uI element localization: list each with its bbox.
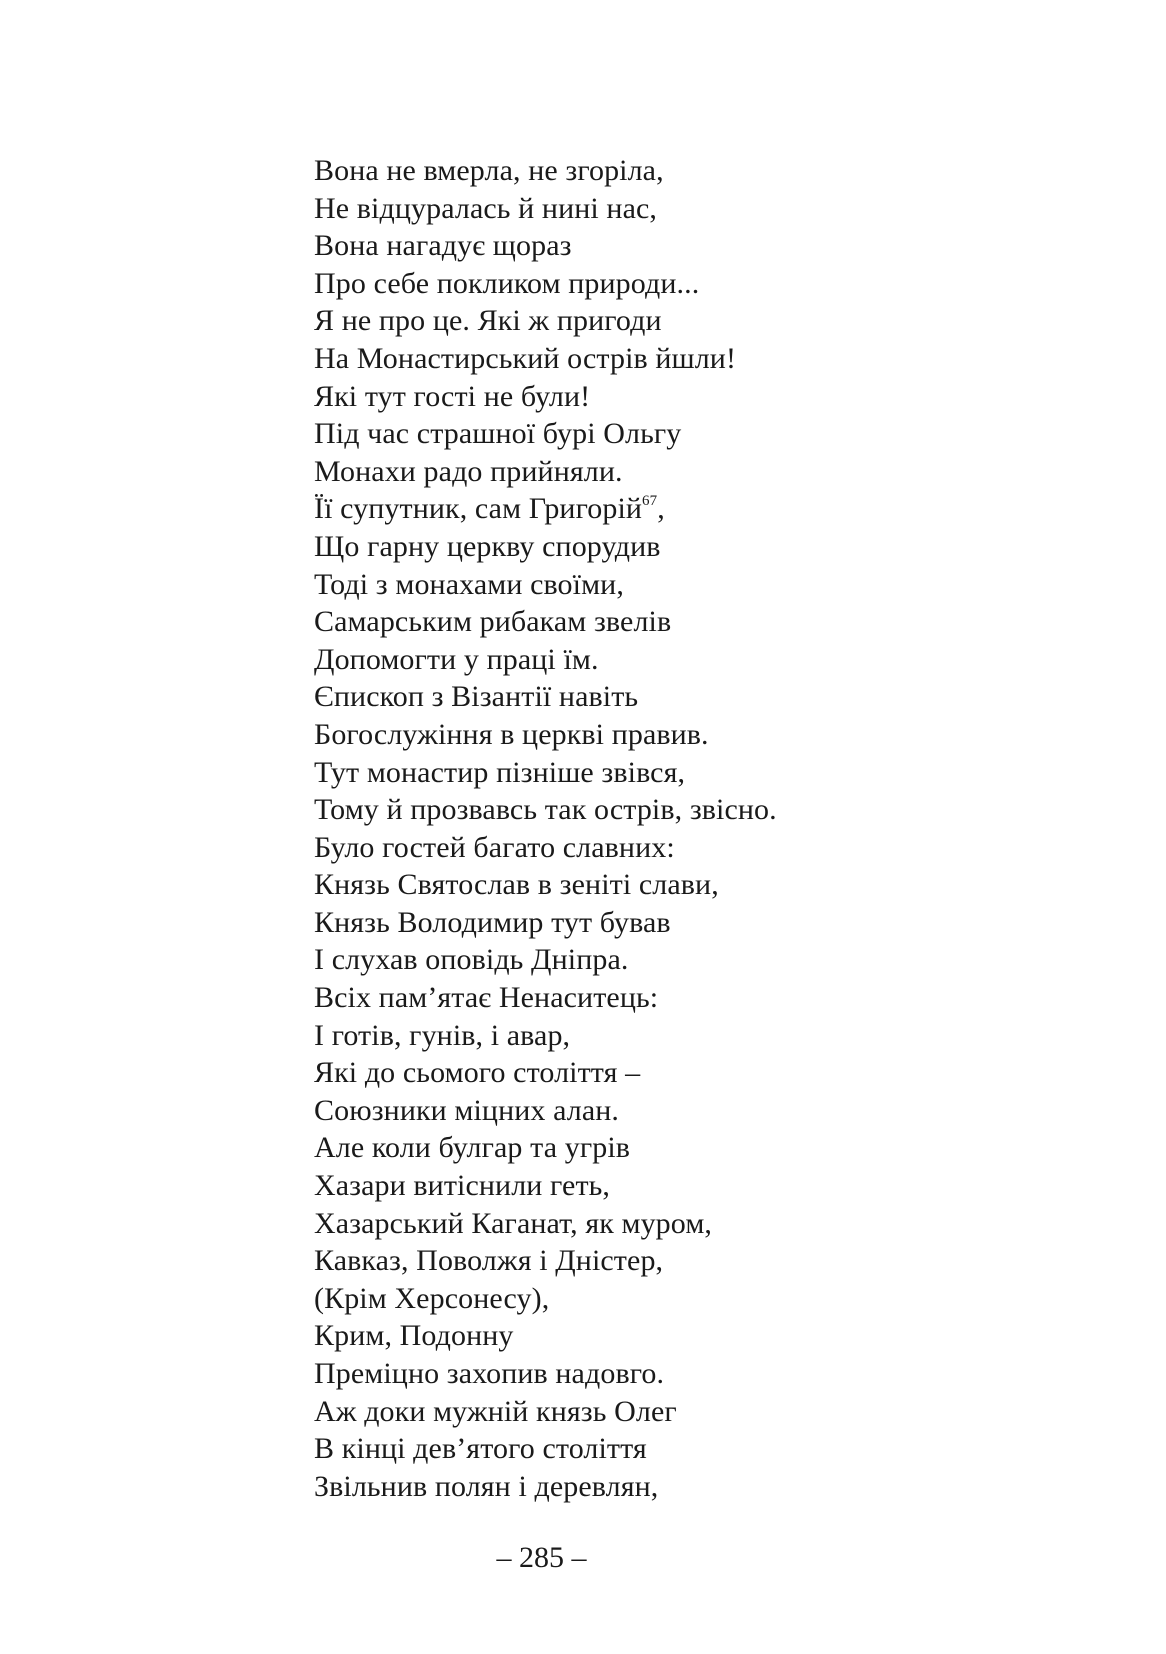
- poem-line: Звільнив полян і деревлян,: [314, 1469, 659, 1503]
- poem-line: На Монастирський острів йшли!: [314, 341, 737, 375]
- poem-line: Які тут гості не були!: [314, 379, 591, 413]
- poem-line-text: Її супутник, сам Григорій: [314, 492, 643, 526]
- poem-line: Хазари витіснили геть,: [314, 1169, 611, 1203]
- poem-line: Допомогти у праці їм.: [314, 642, 599, 676]
- poem-line-punctuation: ,: [657, 492, 665, 526]
- poem-line: Князь Святослав в зеніті слави,: [314, 868, 719, 902]
- poem-line: Кавказ, Поволжя і Дністер,: [314, 1244, 664, 1278]
- poem-line: Князь Володимир тут бував: [314, 905, 671, 939]
- poem-line: Союзники міцних алан.: [314, 1093, 620, 1127]
- poem-line: Тоді з монахами своїми,: [314, 567, 624, 601]
- poem-line: Було гостей багато славних:: [314, 830, 675, 864]
- poem-line: Під час страшної бурі Ольгу: [314, 417, 682, 451]
- page-number: – 285 –: [496, 1541, 587, 1574]
- poem-line: Які до сьомого століття –: [314, 1056, 641, 1090]
- poem-line: Всіх пам’ятає Ненаситець:: [314, 981, 659, 1015]
- poem-line-with-footnote: [314, 490, 777, 528]
- poem-line: Вона нагадує щораз: [314, 229, 572, 263]
- poem-line: Про себе покликом природи...: [314, 266, 700, 300]
- poem-line: Що гарну церкву спорудив: [314, 529, 661, 563]
- poem-line: Вона не вмерла, не згоріла,: [314, 154, 664, 187]
- poem-line: Монахи радо прийняли.: [314, 454, 623, 488]
- poem-line: (Крім Херсонесу),: [314, 1281, 550, 1315]
- poem-line: Богослужіння в церкві правив.: [314, 717, 709, 751]
- poem-line: Преміцно захопив надовго.: [314, 1357, 665, 1390]
- poem-line: Єпископ з Візантії навіть: [314, 680, 639, 714]
- poem-line: Аж доки мужній князь Олег: [314, 1394, 677, 1428]
- poem-line: Хазарський Каганат, як муром,: [314, 1206, 712, 1240]
- poem-line: Не відцуралась й нині нас,: [314, 191, 658, 225]
- poem-line: І готів, гунів, і авар,: [314, 1018, 571, 1052]
- poem-line: Крим, Подонну: [314, 1319, 514, 1353]
- poem-line: Самарським рибакам звелів: [314, 605, 672, 639]
- poem-line: Тут монастир пізніше звівся,: [314, 755, 686, 789]
- poem-line: Тому й прозвавсь так острів, звісно.: [314, 793, 777, 827]
- poem-line: В кінці дев’ятого століття: [314, 1432, 647, 1466]
- poem-line: Я не про це. Які ж пригоди: [314, 304, 662, 338]
- poem: [314, 152, 777, 1505]
- poem-line: І слухав оповідь Дніпра.: [314, 943, 629, 977]
- poem-line: Але коли булгар та угрів: [314, 1131, 631, 1165]
- footnote-marker[interactable]: 67: [642, 493, 658, 510]
